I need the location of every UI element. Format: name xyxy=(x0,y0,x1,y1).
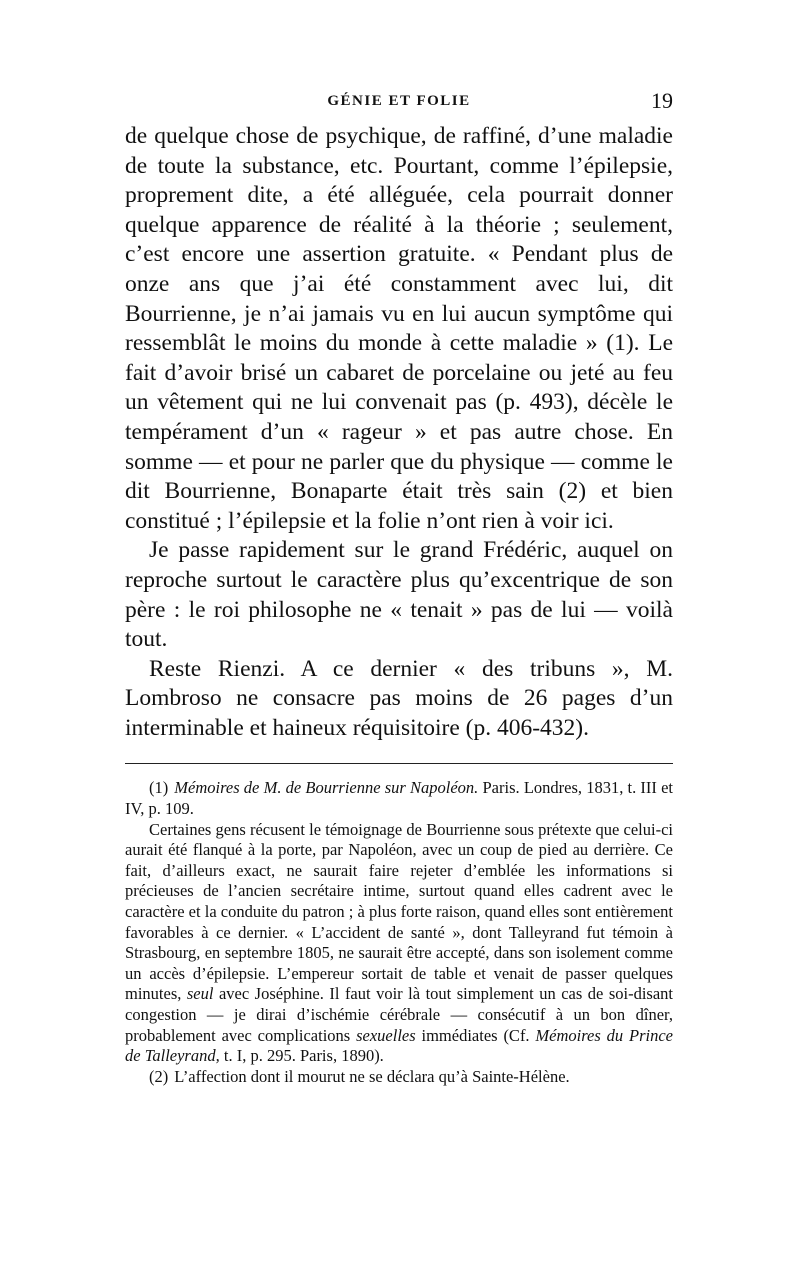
running-title: GÉNIE ET FOLIE xyxy=(327,93,471,109)
footnote-1-text-d: t. I, p. 295. Paris, 1890). xyxy=(219,1046,384,1066)
footnote-1-continuation xyxy=(125,820,673,1067)
footnote-1 xyxy=(125,778,673,819)
page-number: 19 xyxy=(651,88,673,113)
main-text xyxy=(125,122,673,743)
footnotes xyxy=(125,778,673,1087)
paragraph-napoleon: de quelque chose de psychique, de raffiné, d’une maladie de toute la substance, etc. Pourtant, comme l’épilepsie, proprement dite, a été alléguée, cela pourrait donner quelque apparence de réalité à la théorie ; seulement, c’est encore une assertion gratuite. « Pendant plus de onze ans que j’ai été constamment avec lui, dit Bourrienne, je n’ai jamais vu en lui aucun symptôme qui ressemblât le moins du monde à cette maladie » (1). Le fait d’avoir brisé un cabaret de porcelaine ou jeté au feu un vêtement qui ne lui convenait pas (p. 493), décèle le tempérament d’un « rageur » et pas autre chose. En somme — et pour ne parler que du physique — comme le dit Bourrienne, Bonaparte était très sain (2) et bien constitué ; l’épilepsie et la folie n’ont rien à voir ici. xyxy=(125,123,673,534)
footnote-2-number: (2) xyxy=(149,1066,169,1086)
page xyxy=(125,90,673,1087)
footnote-1-text-c: immédiates (Cf. xyxy=(415,1025,536,1045)
page-header xyxy=(125,90,673,122)
footnote-2-text: L’affection dont il mourut ne se déclara qu’à Sainte-Hélène. xyxy=(174,1066,570,1086)
footnote-1-number: (1) xyxy=(149,778,169,798)
paragraph-rienzi: Reste Rienzi. A ce dernier « des tribuns », M. Lombroso ne consacre pas moins de 26 pages d’un interminable et haineux réquisitoire (p. 406-432). xyxy=(125,655,673,741)
footnote-1-em-seul: seul xyxy=(186,984,214,1004)
footnote-1-text-b: avec Joséphine. Il faut voir là tout simplement un cas de soi-disant congestion — je dirai d’ischémie cérébrale — consécutif à un bon dîner, probablement avec complications xyxy=(125,984,673,1045)
footnote-1-citation: Paris. Londres, 1831, t. III et IV, p. 109. xyxy=(125,778,673,819)
paragraph-frederic: Je passe rapidement sur le grand Frédéric, auquel on reproche surtout le caractère plus qu’excentrique de son père : le roi philosophe ne « tenait » pas de lui — voilà tout. xyxy=(125,537,673,653)
footnote-1-text-a: Certaines gens récusent le témoignage de Bourrienne sous prétexte que celui-ci aurait été flanqué à la porte, par Napoléon, avec un coup de pied au derrière. Ce fait, d’ailleurs exact, ne saurait faire rejeter d’emblée les informations si précieuses de l’ancien secrétaire intime, surtout quand elles cadrent avec le caractère et la conduite du patron ; à plus forte raison, quand elles sont entièrement favorables à ce dernier. « L’accident de santé », dont Talleyrand fut témoin à Strasbourg, en septembre 1805, ne saurait être accepté, dans son isolement comme un accès d’épilepsie. L’empereur sortait de table et venait de passer quelques minutes, xyxy=(125,819,673,1004)
footnote-divider xyxy=(125,763,673,764)
footnote-1-em-memoires: Mémoires du Prince de Talleyrand, xyxy=(125,1025,673,1066)
footnote-1-title: Mémoires de M. de Bourrienne sur Napoléon. xyxy=(174,778,479,798)
footnote-1-em-sexuelles: sexuelles xyxy=(356,1025,416,1045)
footnote-2 xyxy=(125,1067,673,1088)
